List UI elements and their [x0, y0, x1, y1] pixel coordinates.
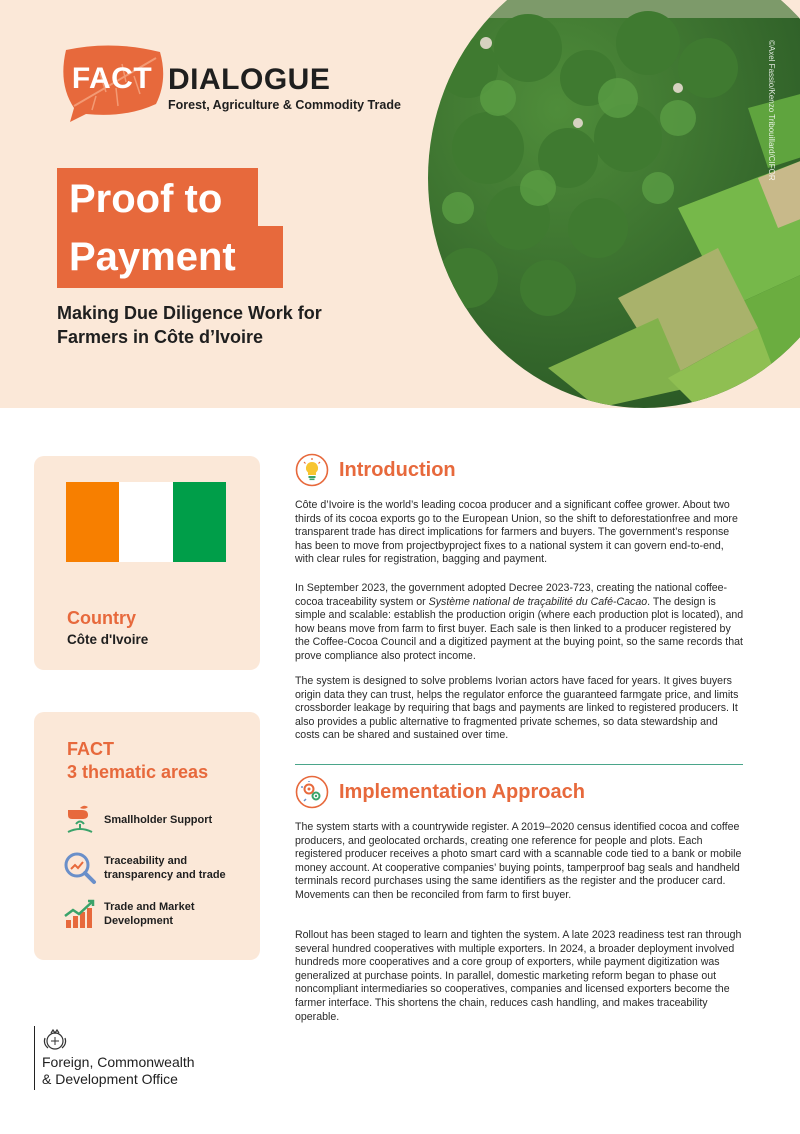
fcdo-org-name: Foreign, Commonwealth & Development Office [42, 1054, 195, 1087]
intro-paragraph-2 [295, 582, 745, 664]
hand-plant-icon [62, 802, 98, 838]
country-card [34, 456, 260, 670]
thematic-areas-heading [67, 738, 247, 784]
title-line-2: Payment [57, 226, 283, 288]
logo-fact-text: FACT [71, 62, 153, 95]
cote-divoire-flag [66, 482, 226, 562]
flag-stripe-orange [66, 482, 119, 562]
area-label: Traceability and transparency and trade [104, 855, 226, 881]
growth-chart-icon [62, 896, 98, 932]
flag-stripe-white [119, 482, 172, 562]
section-divider [295, 764, 743, 765]
magnifier-chart-icon [62, 850, 98, 886]
flag-stripe-green [173, 482, 226, 562]
intro-p2-text-a: In September 2023, the government adopted Decree 2023-723, creating the national coffee-cocoa traceability system or [295, 582, 728, 608]
title-line-1: Proof to [57, 168, 258, 230]
area-smallholder-support [62, 802, 234, 838]
introduction-heading: Introduction [339, 459, 456, 481]
area-label: Smallholder Support [104, 814, 213, 826]
thematic-heading-line-1: FACT [67, 739, 114, 759]
intro-paragraph-3: The system is designed to solve problems Ivorian actors have faced for years. It gives buyers origin data they can trust, helps the regulator enforce the guaranteed farmgate price, and limits crossborder leakage by requiring that bags and payments are linked to registered producers. It also provides a public alternative to fragmented private schemes, so data stewardship and costs can be shared and sustained over time. [295, 675, 739, 742]
thematic-areas-card [34, 712, 260, 960]
logo-tagline: Forest, Agriculture & Commodity Trade [168, 98, 401, 112]
area-trade-market [62, 896, 234, 932]
fact-dialogue-logo [56, 44, 416, 124]
document-subtitle: Making Due Diligence Work for Farmers in Côte d’Ivoire [57, 303, 322, 347]
implementation-paragraph-2: Rollout has been staged to learn and tighten the system. A late 2023 readiness test ran through several hundred cooperatives with multiple exporters. In 2024, a broader deployment involved hundreds more cooperatives and a core group of exporters, while payment digitization was generalized at purchase points. In parallel, domestic marketing reform began to phase out noncompliant intermediaries so cooperatives, companies and licensed exporters become the farmer interface. This shortens the chain, reduces cash handling, and makes traceability operable. [295, 929, 742, 1023]
lightbulb-icon [295, 453, 329, 487]
thematic-heading-line-2: 3 thematic areas [67, 762, 209, 782]
royal-crest-icon [42, 1028, 68, 1052]
aerial-forest-photo [428, 0, 800, 408]
country-value: Côte d'Ivoire [67, 632, 149, 647]
area-label: Trade and Market Development [104, 901, 195, 927]
intro-paragraph-1: Côte d’Ivoire is the world’s leading cocoa producer and a significant coffee grower. About two thirds of its cocoa exports go to the European Union, so the shift to deforestationfree and more transparent trade has direct implications for farmers and buyers. The government’s response has been to move from projectbyproject fixes to a national system it can govern end-to-end, with clear rules for registration, bagging and payment. [295, 499, 738, 566]
logo-dialogue-text: DIALOGUE [168, 63, 331, 96]
intro-p2-text-b: . The design is simple and scalable: establish the production origin (where each production plot is located), and how beans move from farm to first buyer. Each sale is then linked to a producer registered by the Coffee-Cocoa Council and a digitized payment at the buying point, so the same records that prove compliance also protect income. [295, 595, 744, 662]
gears-icon [295, 775, 329, 809]
country-label: Country [67, 608, 136, 628]
fcdo-logo [34, 1026, 264, 1090]
area-traceability [62, 850, 234, 886]
implementation-heading: Implementation Approach [339, 781, 585, 803]
fcdo-divider [34, 1026, 35, 1090]
intro-p2-emphasis: Système national de traçabilité du Café-Cacao [428, 595, 648, 608]
implementation-paragraph-1: The system starts with a countrywide register. A 2019–2020 census identified cocoa and coffee producers, and geolocated orchards, creating one reference for people and plots. Each registered producer receives a photo smart card with a scannable code tied to a bank or mobile money account. At cooperative companies’ buying points, tamperproof bag seals and handheld terminals record purchases using the same identifiers as the register and the producer card. Movements can then be reconciled from farm to first buyer. [295, 821, 742, 901]
hero-banner [0, 0, 800, 408]
photo-credit: ©Axel Fassio/Kenzo Tribouillard/CIFOR [767, 40, 776, 181]
